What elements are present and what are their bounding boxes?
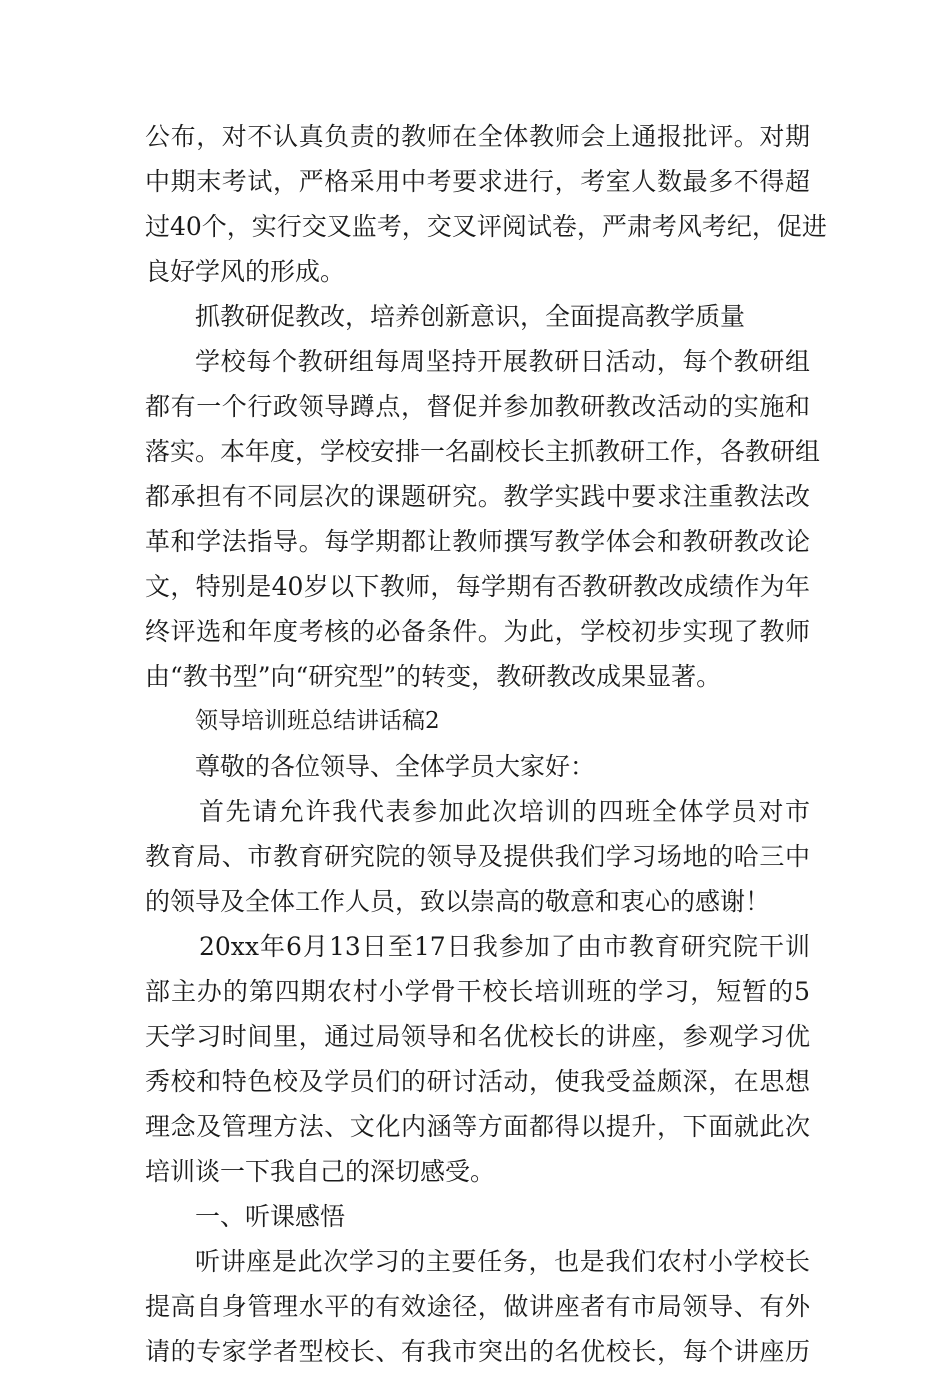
text-line: 请的专家学者型校长、有我市突出的名优校长，每个讲座历	[145, 1337, 810, 1366]
text-line: 终评选和年度考核的必备条件。为此，学校初步实现了教师	[145, 617, 810, 646]
text-line: 的领导及全体工作人员，致以崇高的敬意和衷心的感谢！	[145, 887, 771, 916]
paragraph-lectures	[145, 1239, 810, 1374]
section-heading-teaching-research	[145, 294, 810, 339]
text-line: 首先请允许我代表参加此次培训的四班全体学员对市	[199, 797, 810, 826]
text-line: 落实。本年度，学校安排一名副校长主抓教研工作，各教研组	[145, 437, 821, 466]
text-line: 尊敬的各位领导、全体学员大家好：	[195, 752, 596, 781]
text-line: 一、听课感悟	[195, 1202, 346, 1231]
paragraph-teaching-research	[145, 339, 821, 699]
text-line: 公布，对不认真负责的教师在全体教师会上通报批评。对期	[145, 122, 810, 151]
text-line: 培训谈一下我自己的深切感受。	[145, 1157, 496, 1186]
text-line: 听讲座是此次学习的主要任务，也是我们农村小学校长	[195, 1247, 810, 1276]
salutation	[145, 744, 810, 789]
document-subtitle	[145, 699, 810, 744]
text-line: 教育局、市教育研究院的领导及提供我们学习场地的哈三中	[145, 842, 810, 871]
text-line: 由“教书型”向“研究型”的转变，教研教改成果显著。	[145, 662, 722, 691]
text-line: 提高自身管理水平的有效途径，做讲座者有市局领导、有外	[145, 1292, 810, 1321]
section-heading-lecture-insights	[145, 1194, 810, 1239]
text-line: 学校每个教研组每周坚持开展教研日活动，每个教研组	[195, 347, 810, 376]
text-line: 20xx年6月13日至17日我参加了由市教育研究院干训	[199, 932, 810, 961]
text-line: 秀校和特色校及学员们的研讨活动，使我受益颇深，在思想	[145, 1067, 810, 1096]
text-line: 文，特别是40岁以下教师，每学期有否教研教改成绩作为年	[145, 572, 810, 601]
text-line: 革和学法指导。每学期都让教师撰写教学体会和教研教改论	[145, 527, 810, 556]
text-line: 都承担有不同层次的课题研究。教学实践中要求注重教法改	[145, 482, 810, 511]
text-line: 都有一个行政领导蹲点，督促并参加教研教改活动的实施和	[145, 392, 810, 421]
text-line: 中期末考试，严格采用中考要求进行，考室人数最多不得超	[145, 167, 810, 196]
text-line: 抓教研促教改，培养创新意识，全面提高教学质量	[195, 302, 746, 331]
paragraph-exam-discipline	[145, 114, 827, 294]
text-line: 领导培训班总结讲话稿2	[195, 708, 440, 734]
text-line: 良好学风的形成。	[145, 257, 346, 286]
paragraph-training-overview	[145, 924, 810, 1194]
text-line: 理念及管理方法、文化内涵等方面都得以提升，下面就此次	[145, 1112, 810, 1141]
text-line: 部主办的第四期农村小学骨干校长培训班的学习，短暂的5	[145, 977, 810, 1006]
text-line: 过40个，实行交叉监考，交叉评阅试卷，严肃考风考纪，促进	[145, 212, 827, 241]
paragraph-thanks	[145, 789, 810, 924]
document-body	[145, 114, 827, 1374]
text-line: 天学习时间里，通过局领导和名优校长的讲座，参观学习优	[145, 1022, 810, 1051]
